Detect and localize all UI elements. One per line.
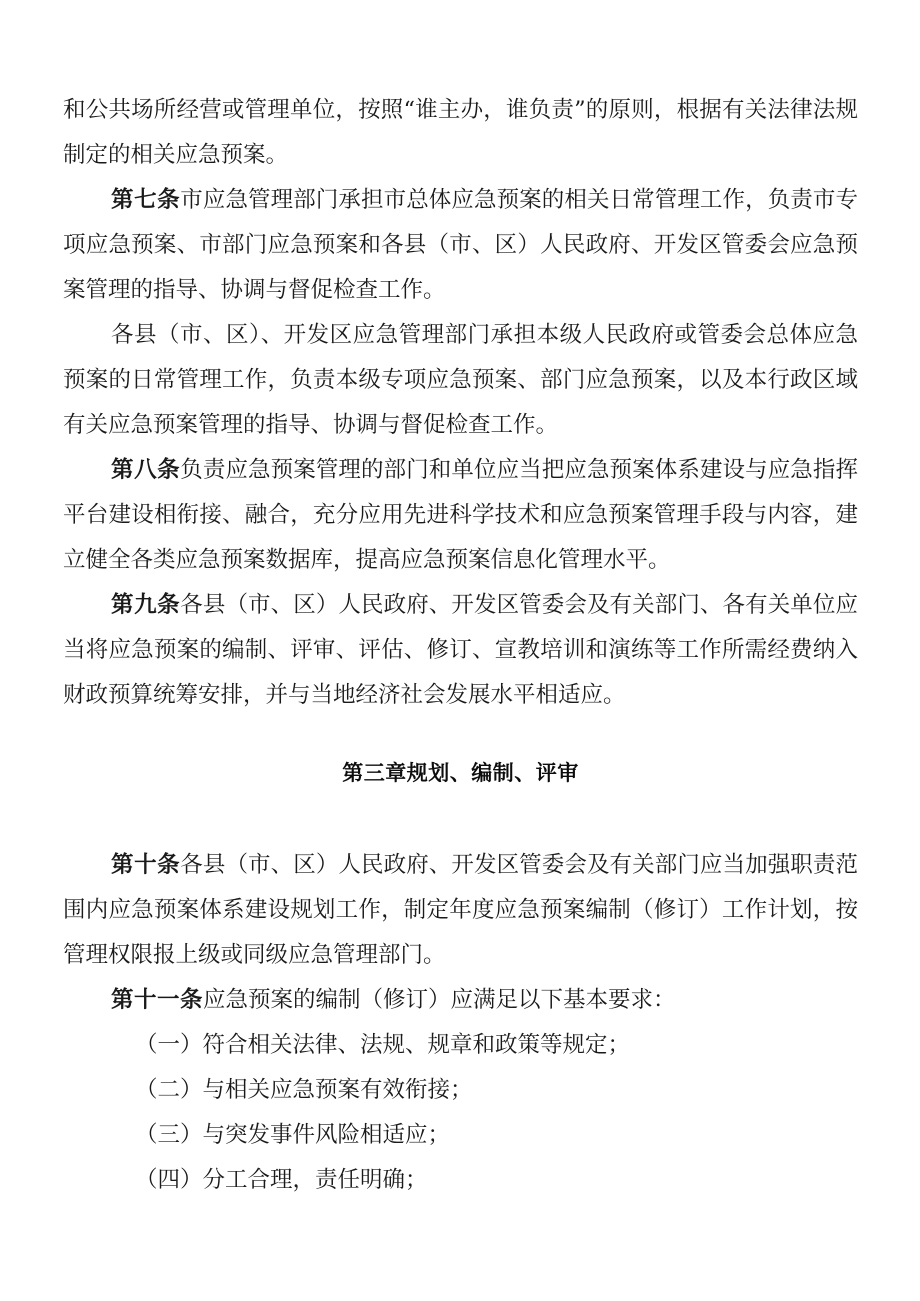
article-body-11: 应急预案的编制（修订）应满足以下基本要求：: [203, 987, 676, 1013]
paragraph-continued-from-previous-page: 和公共场所经营或管理单位，按照“谁主办，谁负责”的原则，根据有关法律法规制定的相关应急预案。: [63, 97, 858, 168]
heading-top-spacer: [63, 718, 858, 750]
article-body-10: 各县（市、区）人民政府、开发区管委会及有关部门应当加强职责范围内应急预案体系建设规划工作，制定年度应急预案编制（修订）工作计划，按管理权限报上级或同级应急管理部门。: [63, 852, 858, 968]
chapter-heading-3: 第三章规划、编制、评审: [342, 760, 579, 785]
article-paragraph-8: [63, 448, 858, 583]
article-marker-9: 第九条: [111, 592, 181, 618]
article-body-7: 市应急管理部门承担市总体应急预案的相关日常管理工作，负责市专项应急预案、市部门应急预案和各县（市、区）人民政府、开发区管委会应急预案管理的指导、协调与督促检查工作。: [63, 187, 858, 303]
list-item-1: （一）符合相关法律、法规、规章和政策等规定；: [135, 1032, 631, 1058]
article-paragraph-9: [63, 583, 858, 718]
article-body-8: 负责应急预案管理的部门和单位应当把应急预案体系建设与应急指挥平台建设相衔接、融合，充分应用先进科学技术和应急预案管理手段与内容，建立健全各类应急预案数据库，提高应急预案信息化管理水平。: [63, 457, 858, 573]
article-body-9: 各县（市、区）人民政府、开发区管委会及有关部门、各有关单位应当将应急预案的编制、评审、评估、修订、宣教培训和演练等工作所需经费纳入财政预算统筹安排，并与当地经济社会发展水平相适应。: [63, 592, 858, 708]
list-item-3: （三）与突发事件风险相适应；: [135, 1122, 451, 1148]
article-paragraph-11: [63, 978, 858, 1023]
heading-bottom-spacer: [63, 795, 858, 843]
article-marker-10: 第十条: [111, 852, 181, 878]
article-marker-7: 第七条: [111, 187, 181, 213]
article-paragraph-10: [63, 843, 858, 978]
article-paragraph-7: [63, 178, 858, 313]
document-text-column: [63, 88, 858, 1203]
list-item-2: （二）与相关应急预案有效衔接；: [135, 1077, 473, 1103]
list-item-4: （四）分工合理，责任明确；: [135, 1167, 428, 1193]
article-paragraph-7-continuation: [63, 313, 858, 448]
article-marker-8: 第八条: [111, 457, 181, 483]
article-marker-11: 第十一条: [111, 987, 204, 1013]
article-body-7-continuation: 各县（市、区）、开发区应急管理部门承担本级人民政府或管委会总体应急预案的日常管理工作，负责本级专项应急预案、部门应急预案，以及本行政区域有关应急预案管理的指导、协调与督促检查工作。: [63, 322, 858, 438]
